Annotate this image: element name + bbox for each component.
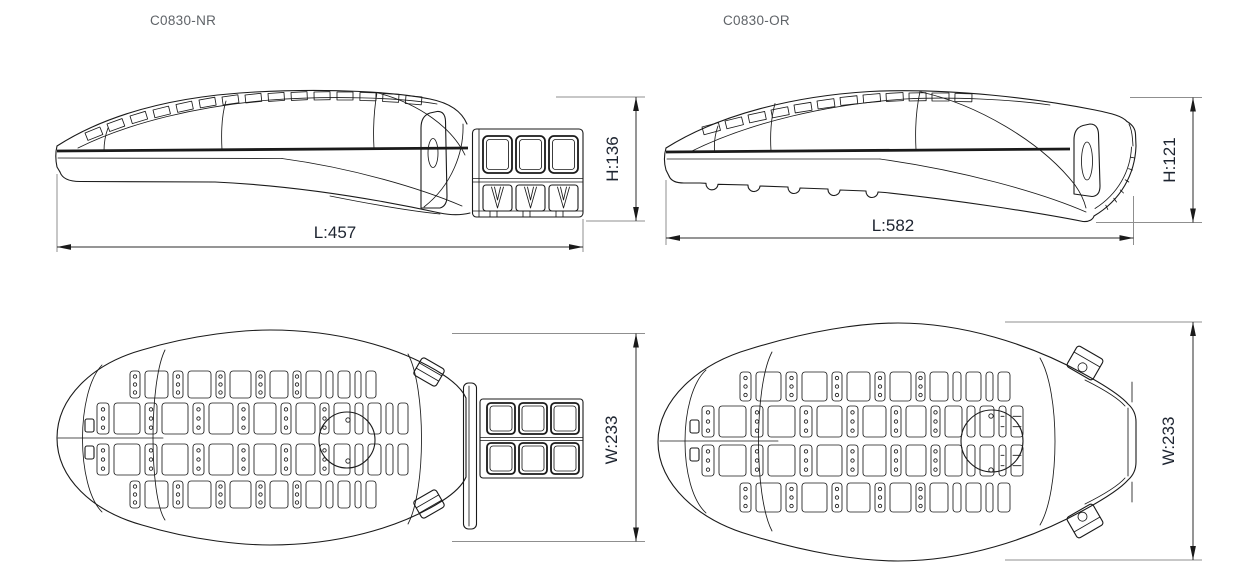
vent-screw-dot [197, 417, 200, 420]
vent-screw-dot [197, 467, 200, 470]
vent-screw-dot [919, 504, 922, 507]
clamp-screw-2 [525, 187, 537, 208]
fin-slot [337, 92, 353, 100]
vent-screw-dot [878, 376, 881, 379]
vent-slot [398, 403, 408, 434]
bracket-lower-cells [483, 185, 578, 211]
vent-slot [802, 372, 827, 401]
vent-slot [326, 371, 333, 398]
vent-slot [386, 403, 393, 434]
vent-screw-dot [219, 493, 222, 496]
vent-screw-dot [176, 375, 179, 378]
vent-slot [756, 372, 781, 401]
fin-slot [794, 102, 812, 113]
arm-cells [487, 403, 579, 474]
nr-top-view [57, 330, 645, 545]
vent-screw-dot [755, 411, 758, 414]
vent-slot [998, 483, 1010, 512]
vent-screw-dot [755, 429, 758, 432]
vent-screw-dot [284, 467, 287, 470]
clamp-screw-1 [492, 187, 504, 208]
vent-screw-dot [835, 385, 838, 388]
fin-slot [222, 95, 239, 105]
vent-screw-dot [744, 487, 747, 490]
vent-slot [326, 481, 333, 508]
vent-screw-dot [323, 449, 326, 452]
vent-screw-dot [706, 459, 709, 462]
vent-screw-dot [804, 450, 807, 453]
vent-screw-dot [744, 504, 747, 507]
vent-screw-dot [835, 487, 838, 490]
vent-screw-dot [197, 458, 200, 461]
vent-screw-dot [878, 385, 881, 388]
vent-slot [966, 483, 981, 512]
vent-screw-dot [242, 467, 245, 470]
nr-height-value: H:136 [603, 136, 622, 182]
tiny-vent-left-top [85, 419, 94, 432]
vent-slot [338, 481, 350, 508]
reflector-sweep-curve [330, 196, 440, 214]
vent-screw-dot [934, 429, 937, 432]
fin-slot [360, 93, 376, 101]
clamp-screw-3 [558, 187, 570, 208]
vent-slot [719, 445, 746, 476]
fin-slot [748, 111, 766, 122]
vent-screw-dot [894, 450, 897, 453]
vent-screw-dot [323, 467, 326, 470]
or-height-value: H:121 [1160, 137, 1179, 183]
vent-slot [355, 444, 363, 475]
vent-screw-dot [284, 426, 287, 429]
rear-face-inner-line [1129, 124, 1133, 146]
vent-screw-dot [919, 376, 922, 379]
lens-band [57, 148, 468, 151]
vent-screw-dot [219, 485, 222, 488]
shell-seam-1 [714, 126, 718, 151]
screw-dot [346, 459, 350, 463]
vent-screw-dot [242, 449, 245, 452]
vent-screw-dot [851, 429, 854, 432]
vent-screw-dot [706, 450, 709, 453]
vent-slot [930, 483, 948, 512]
shell-seam-crescent-2 [759, 352, 773, 531]
vent-screw-dot [242, 458, 245, 461]
rear-taper-inner-bottom [1085, 478, 1125, 504]
vent-screw-dot [934, 420, 937, 423]
tail-edge [440, 213, 470, 215]
vent-screw-dot [295, 375, 298, 378]
vent-screw-dot [790, 504, 793, 507]
vent-slot [863, 406, 886, 437]
vent-screw-dot [804, 411, 807, 414]
nr-mounting-bracket [473, 129, 584, 217]
vent-slot [890, 372, 911, 401]
vent-slot [986, 483, 993, 512]
vent-screw-dot [295, 391, 298, 394]
vent-screw-dot [149, 467, 152, 470]
latch-slot [428, 139, 438, 168]
vent-slot [930, 372, 948, 401]
vent-slot [817, 406, 842, 437]
latch-outline [1074, 124, 1100, 197]
vent-screw-dot [197, 408, 200, 411]
shell-seam-2 [222, 101, 226, 150]
housing-outline [658, 323, 1136, 561]
housing-outline [57, 330, 466, 545]
vent-slot [355, 403, 363, 434]
vent-slot [162, 403, 188, 434]
or-height-dimension [1096, 98, 1202, 223]
vent-screw-dot [259, 501, 262, 504]
tiny-vent-left-bottom [690, 448, 699, 461]
vent-screw-dot [295, 485, 298, 488]
vent-slot [254, 444, 276, 475]
vent-slot [768, 445, 795, 476]
spring-clip-bottom [1066, 503, 1104, 539]
vent-screw-dot [851, 411, 854, 414]
vent-screw-dot [894, 459, 897, 462]
bracket-upper-cells [483, 136, 578, 173]
vent-screw-dot [197, 449, 200, 452]
or-width-dimension [1005, 322, 1202, 560]
vent-screw-dot [755, 459, 758, 462]
vent-slot [847, 483, 870, 512]
vent-screw-dot [323, 417, 326, 420]
vent-screw-dot [149, 417, 152, 420]
nr-bracket-arm-top [480, 399, 583, 478]
bracket-bottom-ticks [490, 211, 563, 217]
vent-slot [209, 444, 233, 475]
vent-screw-dot [919, 496, 922, 499]
or-top-view [658, 322, 1202, 561]
screw-dot [989, 414, 993, 418]
vent-slot [986, 372, 993, 401]
vent-screw-dot [878, 393, 881, 396]
vent-screw-dot [804, 420, 807, 423]
vent-slot [719, 406, 746, 437]
vent-slot [338, 371, 350, 398]
vent-slot [953, 483, 961, 512]
fin-slot [314, 92, 330, 100]
vent-screw-dot [133, 493, 136, 496]
or-length-dimension [666, 180, 1134, 245]
vent-screw-dot [894, 420, 897, 423]
nr-side-view [56, 13, 645, 252]
shell-seam-crescent-2 [153, 350, 165, 520]
nr-width-value: W:233 [602, 415, 621, 465]
photocell-circle [961, 410, 1023, 472]
vent-screw-dot [219, 383, 222, 386]
vent-screw-dot [259, 383, 262, 386]
vent-screw-dot [101, 458, 104, 461]
vent-screw-dot [259, 493, 262, 496]
lens-band [666, 149, 1070, 152]
vent-screw-dot [149, 449, 152, 452]
vent-screw-dot [197, 426, 200, 429]
vent-screw-dot [919, 487, 922, 490]
fin-slot [863, 94, 881, 103]
vent-screw-dot [878, 487, 881, 490]
vent-slot [230, 481, 251, 508]
vent-screw-dot [804, 468, 807, 471]
vent-screw-dot [219, 375, 222, 378]
vent-screw-dot [790, 376, 793, 379]
vent-slot [906, 445, 926, 476]
fin-slot [840, 96, 858, 106]
vent-screw-dot [284, 458, 287, 461]
vent-screw-dot [835, 504, 838, 507]
vent-slot [386, 444, 393, 475]
nr-side-body [56, 90, 470, 214]
vent-screw-dot [835, 496, 838, 499]
nr-vents [97, 371, 408, 508]
vent-slot [334, 444, 350, 475]
vent-screw-dot [934, 468, 937, 471]
vent-screw-dot [101, 417, 104, 420]
vent-slot [296, 403, 315, 434]
photocell-boss [319, 412, 375, 468]
spring-clip-top [1066, 345, 1104, 381]
or-vents [702, 372, 1023, 512]
shell-seam-crescent-1 [83, 365, 103, 512]
rear-knuckle-inner [1095, 147, 1132, 209]
vent-slot [863, 445, 886, 476]
vent-screw-dot [133, 501, 136, 504]
vent-slot [209, 403, 233, 434]
vent-screw-dot [804, 429, 807, 432]
vent-screw-dot [284, 449, 287, 452]
tail-connector [1083, 216, 1094, 222]
vent-screw-dot [176, 501, 179, 504]
vent-slot [306, 481, 321, 508]
vent-slot [145, 481, 168, 508]
vent-slot [847, 372, 870, 401]
vent-screw-dot [706, 429, 709, 432]
vent-screw-dot [851, 468, 854, 471]
vent-slot [802, 483, 827, 512]
vent-screw-dot [242, 408, 245, 411]
vent-screw-dot [133, 485, 136, 488]
vent-slot [906, 406, 926, 437]
vent-screw-dot [219, 501, 222, 504]
vent-screw-dot [219, 391, 222, 394]
bottom-edge-with-bosses [700, 183, 885, 198]
vent-screw-dot [706, 468, 709, 471]
vent-screw-dot [851, 420, 854, 423]
vent-screw-dot [878, 496, 881, 499]
photocell-circle [319, 412, 375, 468]
vent-screw-dot [790, 487, 793, 490]
vent-slot [890, 483, 911, 512]
vent-slot [114, 403, 140, 434]
vent-slot [296, 444, 315, 475]
or-width-value: W:233 [1159, 416, 1178, 466]
nr-model-label: C0830-NR [150, 13, 217, 28]
fin-slot [702, 123, 720, 135]
bottom-lip [669, 176, 700, 183]
nr-length-value: L:457 [313, 223, 357, 242]
vent-slot [188, 481, 211, 508]
vent-slot [254, 403, 276, 434]
fin-slot [291, 92, 307, 101]
vent-slot [355, 371, 361, 398]
shell-seam-crescent-1 [685, 370, 706, 513]
vent-screw-dot [284, 417, 287, 420]
vent-screw-dot [323, 426, 326, 429]
fin-ridge-line [690, 98, 1050, 152]
vent-screw-dot [755, 420, 758, 423]
spring-clip-top [413, 357, 446, 387]
vent-screw-dot [259, 375, 262, 378]
vent-screw-dot [744, 393, 747, 396]
vent-slot [817, 445, 842, 476]
vent-slot [188, 371, 211, 398]
vent-screw-dot [790, 385, 793, 388]
vent-screw-dot [101, 449, 104, 452]
vent-slot [230, 371, 251, 398]
fin-slot [909, 93, 926, 101]
photocell-boss [961, 410, 1023, 472]
vent-screw-dot [934, 459, 937, 462]
vent-screw-dot [790, 393, 793, 396]
fin-slot [955, 94, 972, 102]
vent-screw-dot [894, 411, 897, 414]
housing-split-line [58, 158, 282, 159]
bottom-lip [60, 172, 215, 182]
vent-screw-dot [149, 408, 152, 411]
vent-screw-dot [133, 391, 136, 394]
vent-screw-dot [934, 411, 937, 414]
vent-slot [398, 444, 408, 475]
nr-height-dimension [556, 97, 645, 221]
vent-slot [368, 444, 381, 475]
arm-outline [480, 399, 583, 478]
vent-screw-dot [323, 408, 326, 411]
latch-outline [421, 111, 447, 208]
vent-slot [953, 372, 961, 401]
rear-silhouette-arc [424, 124, 463, 207]
vent-screw-dot [835, 376, 838, 379]
vent-screw-dot [744, 376, 747, 379]
vent-screw-dot [295, 493, 298, 496]
vent-screw-dot [101, 408, 104, 411]
vent-screw-dot [790, 496, 793, 499]
bottom-sweep [215, 182, 440, 213]
vent-screw-dot [176, 485, 179, 488]
vent-screw-dot [242, 417, 245, 420]
vent-slot [162, 444, 188, 475]
vent-screw-dot [744, 385, 747, 388]
vent-screw-dot [176, 493, 179, 496]
or-side-view [665, 13, 1203, 245]
vent-slot [768, 406, 795, 437]
nr-latch-clip [421, 111, 447, 208]
fin-slot [176, 101, 193, 112]
or-side-body [665, 91, 1137, 222]
vent-slot [998, 372, 1010, 401]
vent-screw-dot [295, 383, 298, 386]
vent-screw-dot [851, 459, 854, 462]
rear-taper-inner-top [1085, 380, 1125, 406]
or-latch-clip [1074, 124, 1100, 197]
vent-slot [366, 481, 376, 508]
vent-screw-dot [133, 375, 136, 378]
vent-screw-dot [934, 450, 937, 453]
vent-screw-dot [101, 467, 104, 470]
vent-slot [114, 444, 140, 475]
vent-screw-dot [706, 411, 709, 414]
vent-slot [756, 483, 781, 512]
vent-screw-dot [242, 426, 245, 429]
vent-slot [966, 372, 981, 401]
vent-slot [945, 445, 962, 476]
vent-screw-dot [835, 393, 838, 396]
vent-screw-dot [851, 450, 854, 453]
vent-slot [270, 481, 288, 508]
vent-screw-dot [919, 385, 922, 388]
screw-dot [346, 418, 350, 422]
nr-length-dimension [57, 174, 583, 252]
vent-screw-dot [259, 391, 262, 394]
vent-slot [270, 371, 288, 398]
vent-screw-dot [149, 426, 152, 429]
shell-seam-3 [916, 92, 920, 150]
vent-screw-dot [176, 391, 179, 394]
vent-screw-dot [259, 485, 262, 488]
bottom-sweep [885, 193, 1083, 222]
vent-slot [368, 403, 381, 434]
nr-fins [85, 92, 422, 141]
vent-screw-dot [101, 426, 104, 429]
vent-slot [334, 403, 350, 434]
vent-screw-dot [133, 383, 136, 386]
shell-seam-right [1040, 358, 1055, 525]
tiny-vent-left-top [690, 420, 699, 433]
vent-screw-dot [755, 468, 758, 471]
vent-screw-dot [894, 429, 897, 432]
vent-screw-dot [284, 408, 287, 411]
vent-screw-dot [149, 458, 152, 461]
vent-screw-dot [706, 420, 709, 423]
latch-slot [1082, 142, 1093, 180]
fin-slot [199, 97, 216, 108]
or-model-label: C0830-OR [723, 13, 790, 28]
vent-screw-dot [295, 501, 298, 504]
vent-slot [945, 406, 962, 437]
vent-screw-dot [878, 504, 881, 507]
shell-seam-1 [104, 128, 108, 151]
lens-sweep-curve [880, 159, 1086, 212]
vent-screw-dot [176, 383, 179, 386]
tiny-vent-left-bottom [85, 446, 94, 459]
vent-screw-dot [894, 468, 897, 471]
vent-slot [355, 481, 361, 508]
vent-screw-dot [804, 459, 807, 462]
vent-slot [306, 371, 321, 398]
vent-screw-dot [919, 393, 922, 396]
fin-slot [130, 111, 148, 123]
or-length-value: L:582 [871, 216, 915, 235]
vent-slot [366, 371, 376, 398]
vent-screw-dot [744, 496, 747, 499]
